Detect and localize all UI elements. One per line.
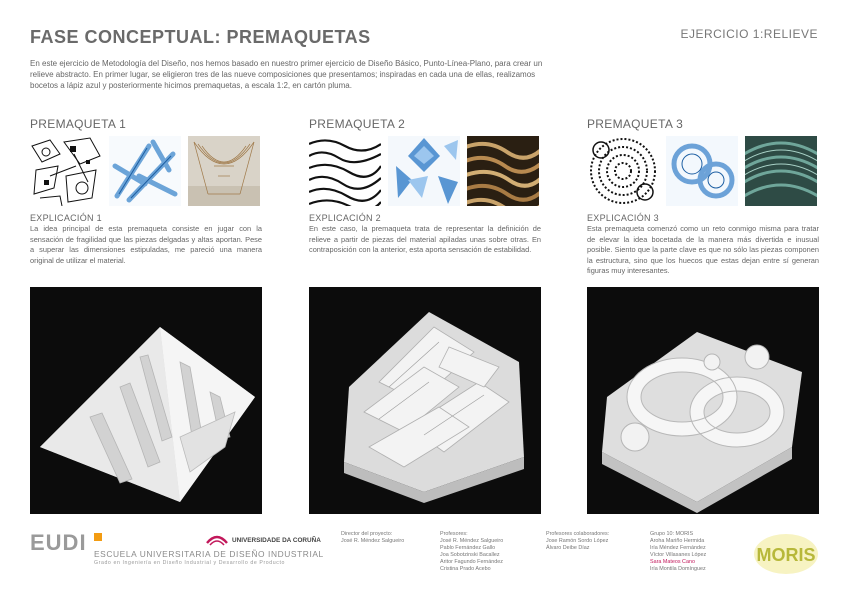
premaqueta-3-title: PREMAQUETA 3 [587, 117, 684, 131]
premaqueta-1-title: PREMAQUETA 1 [30, 117, 127, 131]
composition-1-image [30, 136, 102, 206]
explicacion-2-text: En este caso, la premaqueta trata de representar la definición de relieve a partir de piezas del material apiladas unas sobre otras. En contraposición con la anterior, esta aporta sensación de estabilidad. [309, 224, 541, 254]
director-block: Director del proyecto: José R. Méndez Salgueiro [341, 531, 405, 544]
svg-text:MORIS: MORIS [756, 545, 816, 565]
explicacion-2-title: EXPLICACIÓN 2 [309, 213, 381, 223]
premaqueta-2-title: PREMAQUETA 2 [309, 117, 406, 131]
premaqueta-3-photo [587, 287, 819, 514]
intro-paragraph: En este ejercicio de Metodología del Diseño, nos hemos basado en nuestro primer ejercicio de Diseño Básico, Punto-Línea-Plano, para crear un relieve abstracto. En primer lugar, se eligieron tres de las nueve composiciones que presentamos; inspiradas en cada una de ellas, realizamos bocetos a lápiz azul y posteriormente hicimos premaquetas, a escala 1:2, en cartón pluma. [30, 59, 543, 90]
group-block: Grupo 10: MORIS Aroha Mariño Hermida Iría Méndez Fernández Víctor Villasanes López Sara Mateos Cano Iría Montila Domínguez [650, 531, 707, 572]
explicacion-1-title: EXPLICACIÓN 1 [30, 213, 102, 223]
premaqueta-2-photo [309, 287, 541, 514]
university-name: UNIVERSIDADE DA CORUÑA [232, 537, 321, 544]
eudi-logo: EUDI [30, 530, 87, 555]
composition-2-image [309, 136, 381, 206]
premaqueta-2-thumb [467, 136, 539, 206]
moris-logo [752, 530, 820, 576]
page-title: FASE CONCEPTUAL: PREMAQUETAS [30, 27, 371, 47]
eudi-logo-square [94, 533, 102, 541]
exercise-label: EJERCICIO 1:RELIEVE [680, 27, 818, 41]
composition-3-image [587, 136, 659, 206]
premaqueta-1-photo [30, 287, 262, 514]
explicacion-3-title: EXPLICACIÓN 3 [587, 213, 659, 223]
degree-name: Grado en Ingeniería en Diseño Industrial y Desarrollo de Producto [94, 560, 285, 566]
premaqueta-1-thumb [188, 136, 260, 206]
professors-block: Profesores: José R. Méndez Salgueiro Pablo Fernández Gallo Joa Sobotzinski Bacallez Aritor Fagundo Fernández Cristina Prado Acebo [440, 531, 504, 572]
sketch-3-image [666, 136, 738, 206]
university-logo-icon [206, 533, 228, 547]
school-name: ESCUELA UNIVERSITARIA DE DISEÑO INDUSTRIAL [94, 549, 324, 559]
explicacion-3-text: Esta premaqueta comenzó como un reto conmigo misma para tratar de elevar la idea bocetada de la manera más divertida e inusual posible. Siento que la parte clave es que no sólo las piezas componen la estructura, sino que los huecos que estas dejan entre sí generan figuras muy interesantes. [587, 224, 819, 275]
collaborators-block: Profesores colaboradores: Jose Ramón Sordo López Álvaro Deibe Díaz [546, 531, 610, 551]
sketch-2-image [388, 136, 460, 206]
explicacion-1-text: La idea principal de esta premaqueta consiste en jugar con la sensación de fragilidad que las piezas delgadas y altas aportan. Pese a superar las dimensiones estipuladas, me pareció una manera original de utilizar el material. [30, 224, 262, 265]
sketch-1-image [109, 136, 181, 206]
premaqueta-3-thumb [745, 136, 817, 206]
